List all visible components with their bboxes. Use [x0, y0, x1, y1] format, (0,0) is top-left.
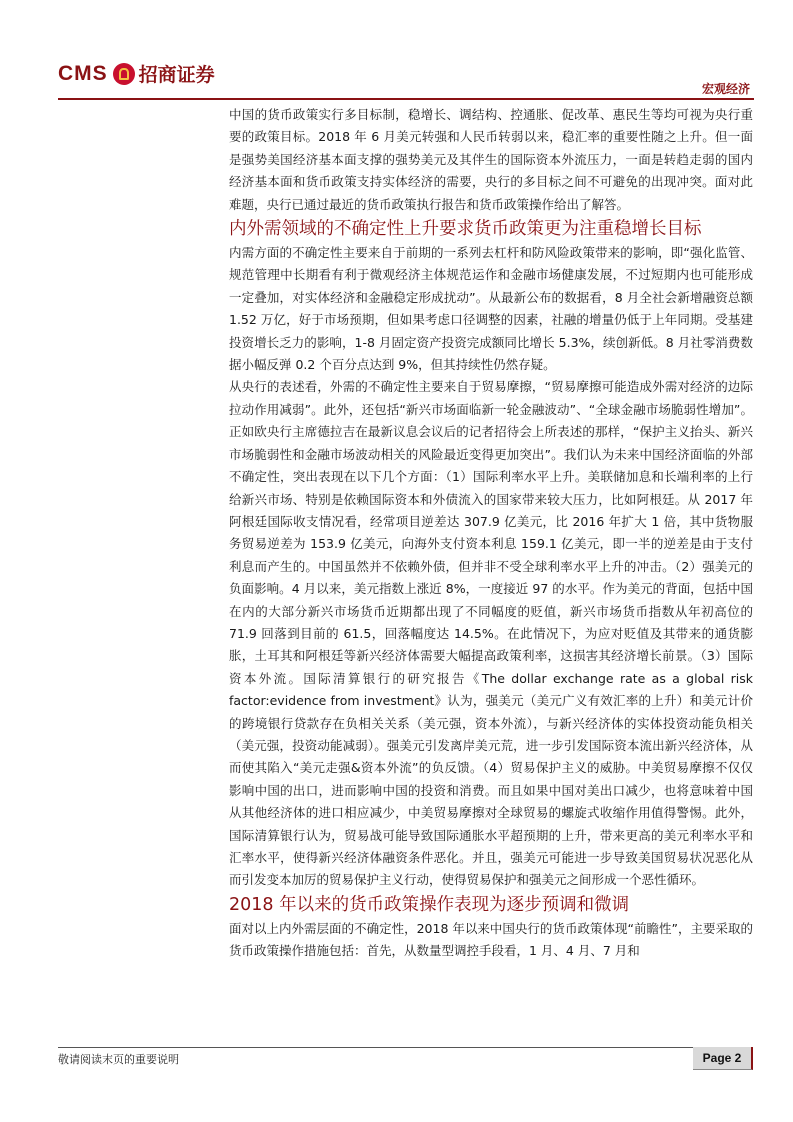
logo-cn-text: 招商证券 [138, 64, 215, 86]
paragraph-policy-measures: 面对以上内外需层面的不确定性，2018 年以来中国央行的货币政策体现“前瞻性”，主要采取的货币政策操作措施包括：首先，从数量型调控手段看，1 月、4 月、7 月和 [229, 920, 753, 959]
footer-divider [58, 1047, 752, 1048]
paragraph-domestic-demand: 内需方面的不确定性主要来自于前期的一系列去杠杆和防风险政策带来的影响，即“强化监管、规范管理中长期看有利于微观经济主体规范运作和金融市场健康发展，不过短期内也可能形成一定叠加，对实体经济和金融稳定形成扰动”。从最新公布的数据看，8 月全社会新增融资总额 1.52 万亿，好于市场预期，但如果考虑口径调整的因素，社融的增量仍低于上年同期。受基建投资增长乏力的影响，1-8 月固定资产投资完成额同比增长 5.3%，续创新低。8 月社零消费数据小幅反弹 0.2 个百分点达到 9%，但其持续性仍然存疑。 [229, 245, 753, 373]
page-header [0, 0, 793, 100]
logo-emblem-icon [113, 63, 135, 85]
section-heading-uncertainty: 内外需领域的不确定性上升要求货币政策更为注重稳增长目标 [229, 219, 702, 240]
page-number: Page 2 [693, 1047, 753, 1070]
paragraph-intro: 中国的货币政策实行多目标制，稳增长、调结构、控通胀、促改革、惠民生等均可视为央行重要的政策目标。2018 年 6 月美元转强和人民币转弱以来，稳汇率的重要性随之上升。但一面是强势美国经济基本面支撑的强势美元及其伴生的国际资本外流压力，一面是转趋走弱的国内经济基本面和货币政策支持实体经济的需要，央行的多目标之间不可避免的出现冲突。面对此难题，央行已通过最近的货币政策执行报告和货币政策操作给出了解答。 [229, 107, 753, 212]
section-heading-policy-operations: 2018 年以来的货币政策操作表现为逐步预调和微调 [229, 894, 630, 915]
cms-logo [58, 60, 215, 87]
footer-disclaimer: 敬请阅读末页的重要说明 [58, 1053, 179, 1066]
logo-cms-text: CMS [58, 61, 108, 85]
header-divider [58, 98, 754, 100]
report-body [229, 104, 753, 963]
paragraph-external-demand: 从央行的表述看，外需的不确定性主要来自于贸易摩擦，“贸易摩擦可能造成外需对经济的边际拉动作用减弱”。此外，还包括“新兴市场面临新一轮金融波动”、“全球金融市场脆弱性增加”。正如欧央行主席德拉吉在最新议息会议后的记者招待会上所表述的那样，“保护主义抬头、新兴市场脆弱性和金融市场波动相关的风险最近变得更加突出”。我们认为未来中国经济面临的外部不确定性，突出表现在以下几个方面：（1）国际利率水平上升。美联储加息和长端利率的上行给新兴市场、特别是依赖国际资本和外债流入的国家带来较大压力，比如阿根廷。从 2017 年阿根廷国际收支情况看，经常项目逆差达 307.9 亿美元，比 2016 年扩大 1 倍，其中货物服务贸易逆差为 153.9 亿美元，向海外支付资本利息 159.1 亿美元，即一半的逆差是由于支付利息而产生的。中国虽然并不依赖外债，但并非不受全球利率水平上升的冲击。（2）强美元的负面影响。4 月以来，美元指数上涨近 8%，一度接近 97 的水平。作为美元的背面，包括中国在内的大部分新兴市场货币近期都出现了不同幅度的贬值，新兴市场货币指数从年初高位的 71.9 回落到目前的 61.5，回落幅度达 14.5%。在此情况下，为应对贬值及其带来的通货膨胀，土耳其和阿根廷等新兴经济体需要大幅提高政策利率，这损害其经济增长前景。（3）国际资本外流。国际清算银行的研究报告《The dollar exchange rate as a global risk factor:evidence from investment》认为，强美元（美元广义有效汇率的上升）和美元计价的跨境银行贷款存在负相关关系（美元强，资本外流），与新兴经济体的实体投资动能负相关（美元强，投资动能减弱）。强美元引发离岸美元荒，进一步引发国际资本流出新兴经济体，从而使其陷入“美元走强&资本外流”的负反馈。（4）贸易保护主义的威胁。中美贸易摩擦不仅仅影响中国的出口，进而影响中国的投资和消费。而且如果中国对美出口减少，也将意味着中国从其他经济体的进口相应减少，中美贸易摩擦对全球贸易的螺旋式收缩作用值得警惕。此外，国际清算银行认为，贸易战可能导致国际通胀水平超预期的上升，带来更高的美元利率水平和汇率水平，使得新兴经济体融资条件恶化。并且，强美元可能进一步导致美国贸易状况恶化从而引发变本加厉的贸易保护主义行动，使得贸易保护和强美元之间形成一个恶性循环。 [229, 379, 753, 888]
section-label: 宏观经济 [701, 82, 750, 96]
